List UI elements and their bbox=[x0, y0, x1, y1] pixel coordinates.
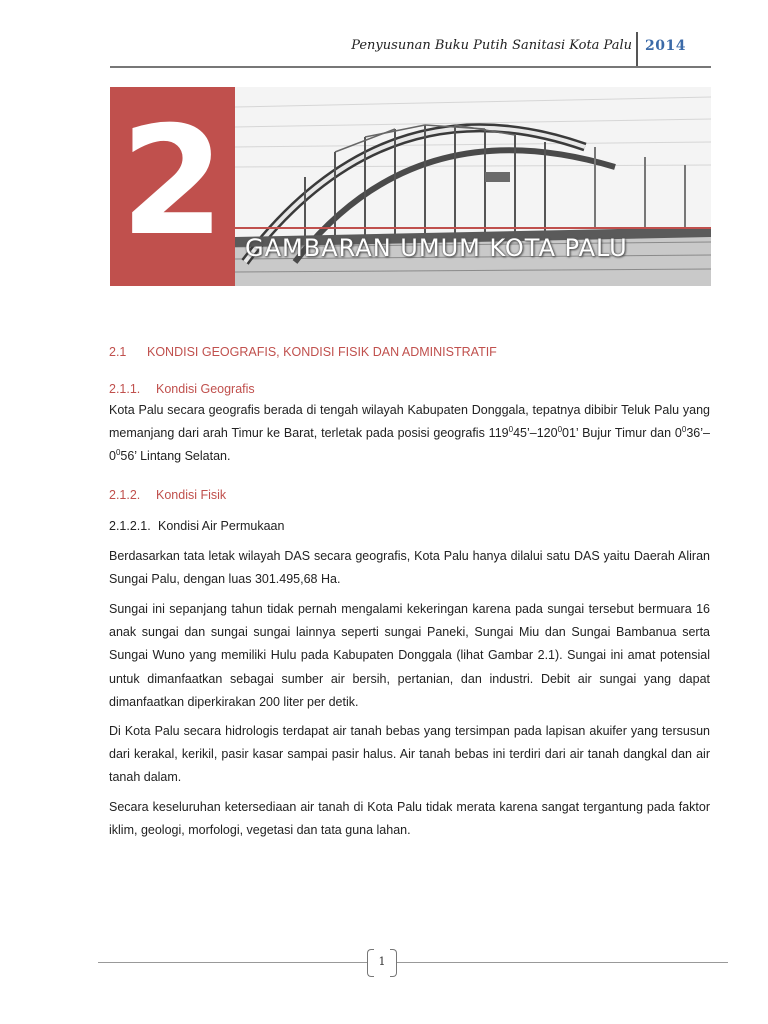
text-run: 45’–120 bbox=[513, 426, 558, 441]
paragraph-sungai: Sungai ini sepanjang tahun tidak pernah mengalami kekeringan karena pada sungai tersebut bermuara 16 anak sungai dan sungai sungai lainnya seperti sungai Paneki, Sungai Miu dan Sungai Bambanua serta Sungai Wuno yang memiliki Hulu pada Kabupaten Donggala (lihat Gambar 2.1). Sungai ini amat potensial untuk dimanfaatkan sebagai sumber air bersih, pertanian, dan industri. Debit air sungai yang dapat dimanfaatkan diperkirakan 200 liter per detik. bbox=[109, 602, 710, 709]
running-header-year: 2014 bbox=[645, 38, 686, 54]
page-number: 1 bbox=[378, 955, 386, 968]
paragraph-air-tanah: Di Kota Palu secara hidrologis terdapat air tanah bebas yang tersimpan pada lapisan akuifer yang tersusun dari kerakal, kerikil, pasir kasar sampai pasir halus. Air tanah bebas ini terdiri dari air tanah dangkal dan air tanah dalam. bbox=[109, 724, 710, 785]
banner-accent-line bbox=[235, 227, 711, 229]
footer-rule bbox=[98, 962, 728, 963]
section-heading bbox=[109, 345, 497, 359]
degree-sup: 0 bbox=[681, 425, 687, 435]
header-divider bbox=[636, 32, 638, 66]
header-rule bbox=[110, 66, 711, 68]
degree-sup: 0 bbox=[557, 425, 563, 435]
subsection-title: Kondisi Geografis bbox=[156, 382, 255, 396]
paragraph-das: Berdasarkan tata letak wilayah DAS secara geografis, Kota Palu hanya dilalui satu DAS yaitu Daerah Aliran Sungai Palu, dengan luas 301.495,68 Ha. bbox=[109, 549, 710, 587]
subsection-heading-geografis bbox=[109, 382, 255, 396]
section-title: KONDISI GEOGRAFIS, KONDISI FISIK DAN ADMINISTRATIF bbox=[147, 345, 497, 359]
chapter-number-block bbox=[110, 87, 235, 286]
text-run: 36’–0 bbox=[109, 426, 710, 464]
running-header-title: Penyusunan Buku Putih Sanitasi Kota Palu bbox=[351, 38, 632, 53]
subsection-number: 2.1.2. bbox=[109, 488, 141, 502]
text-run: Kota Palu secara geografis berada di tengah wilayah Kabupaten Donggala, tepatnya dibibir Teluk Palu yang memanjang dari arah Timur ke Barat, terletak pada posisi geografis 119 bbox=[109, 403, 710, 441]
degree-sup: 0 bbox=[508, 425, 514, 435]
subsection-number: 2.1.1. bbox=[109, 382, 141, 396]
chapter-number: 2 bbox=[120, 95, 225, 269]
subsubsection-title: Kondisi Air Permukaan bbox=[158, 519, 285, 533]
section-number: 2.1 bbox=[109, 345, 127, 359]
chapter-title: GAMBARAN UMUM KOTA PALU bbox=[245, 234, 628, 262]
chapter-banner bbox=[110, 87, 711, 286]
paragraph-ketersediaan: Secara keseluruhan ketersediaan air tanah di Kota Palu tidak merata karena sangat tergantung pada faktor iklim, geologi, morfologi, vegetasi dan tata guna lahan. bbox=[109, 800, 710, 838]
text-run: 01’ Bujur Timur dan 0 bbox=[562, 426, 682, 441]
page-number-box bbox=[367, 949, 397, 975]
text-run: 56’ Lintang Selatan. bbox=[120, 449, 231, 464]
subsubsection-number: 2.1.2.1. bbox=[109, 519, 151, 533]
subsubsection-heading bbox=[109, 519, 284, 533]
subsection-heading-fisik bbox=[109, 488, 226, 502]
degree-sup: 0 bbox=[115, 448, 121, 458]
paragraph-geografis bbox=[109, 399, 710, 469]
subsection-title: Kondisi Fisik bbox=[156, 488, 227, 502]
